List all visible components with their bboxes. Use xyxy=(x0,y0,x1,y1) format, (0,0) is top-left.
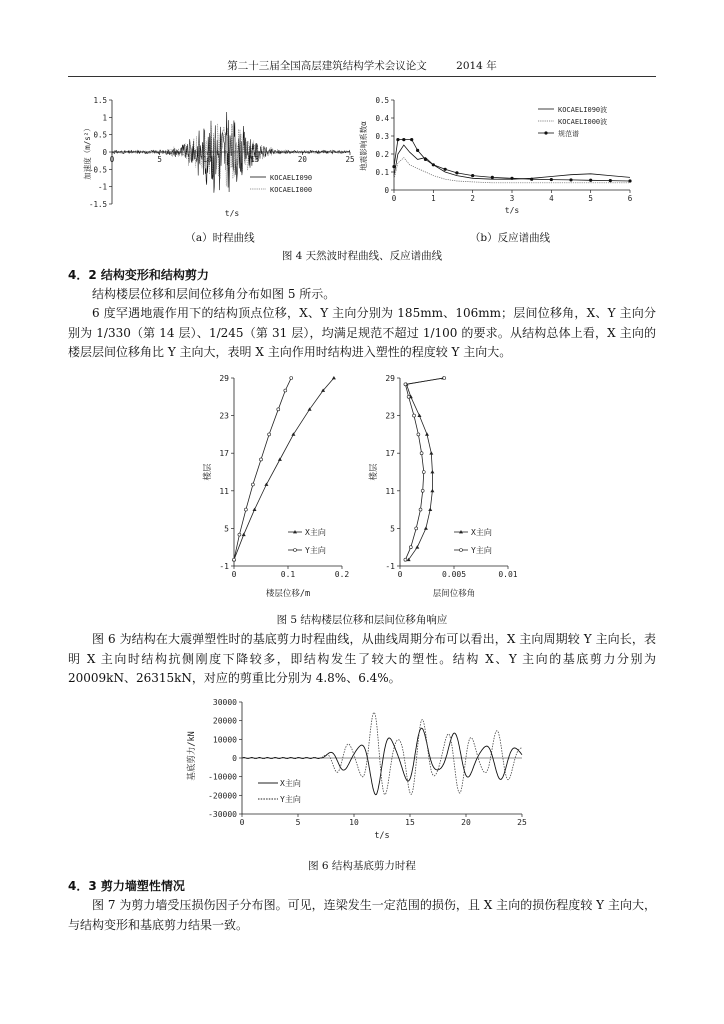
fig4b-chart xyxy=(352,94,647,222)
fig4b-subcaption: （b）反应谱曲线 xyxy=(469,232,551,244)
legend-marker xyxy=(294,549,297,552)
y-axis-label: 加速度（m/s²） xyxy=(83,124,92,180)
x-tick-label: 0 xyxy=(239,818,245,827)
y-tick-label: -0.5 xyxy=(88,165,107,175)
series-marker xyxy=(268,433,271,436)
y-tick-label: 0.2 xyxy=(375,150,389,159)
y-tick-label: -1.5 xyxy=(88,200,107,209)
series-line xyxy=(234,378,291,560)
series-marker xyxy=(550,178,553,181)
series-marker xyxy=(409,546,412,549)
fig4-caption: 图 4 天然波时程曲线、反应谱曲线 xyxy=(281,250,443,262)
x-tick-label: 5 xyxy=(295,818,301,827)
x-tick-label: 1 xyxy=(431,194,436,203)
y-axis-label: 楼层 xyxy=(369,463,379,481)
series-marker xyxy=(238,533,241,536)
legend-label: X主向 xyxy=(305,528,326,537)
y-tick-label: 0 xyxy=(232,754,237,763)
series-line xyxy=(405,378,444,560)
series-marker xyxy=(419,508,422,511)
y-tick-label: 0 xyxy=(384,186,389,195)
series-marker xyxy=(424,526,428,529)
section-4-3-heading: 4．3 剪力墙塑性情况 xyxy=(68,879,185,893)
x-tick-label: 15 xyxy=(405,818,415,827)
series-line xyxy=(394,140,630,181)
x-tick-label: 0.005 xyxy=(441,570,467,579)
x-axis-label: t/s xyxy=(374,831,390,841)
legend-label: 规范谱 xyxy=(558,130,579,138)
legend-marker xyxy=(460,549,463,552)
page-header xyxy=(68,56,656,77)
series-marker xyxy=(432,163,435,166)
series-marker xyxy=(402,138,405,141)
x-tick-label: 25 xyxy=(345,155,355,164)
x-axis-label: 层间位移角 xyxy=(432,589,476,599)
y-axis-label: 楼层 xyxy=(203,463,213,481)
x-tick-label: 0.01 xyxy=(498,570,518,579)
series-marker xyxy=(430,470,434,473)
series-marker xyxy=(242,533,246,536)
series-marker xyxy=(491,176,494,179)
legend-label: X主向 xyxy=(471,528,492,537)
x-tick-label: 20 xyxy=(297,155,307,164)
section-4-2-para2: 6 度罕遇地震作用下的结构顶点位移，X、Y 主向分别为 185mm、106mm；层间位移角，X、Y 主向分别为 1/330（第 14 层）、1/245（第 31 层），均满足规范不超过 1/100 的要求。从结构总体上看，X 主向的楼层层间位移角比 Y 主向大，表明 X 主向作用时结构进入塑性的程度较 Y 主向大。 xyxy=(68,306,656,359)
series-marker xyxy=(530,178,533,181)
series-marker xyxy=(233,558,236,561)
legend-marker xyxy=(544,131,547,134)
x-tick-label: 6 xyxy=(627,194,633,203)
series-line xyxy=(407,378,444,560)
series-marker xyxy=(260,458,263,461)
x-axis-label: 楼层位移/m xyxy=(265,589,311,599)
legend-label: KOCAELI090波 xyxy=(558,106,608,114)
series-marker xyxy=(628,179,631,182)
x-axis-label: t/s xyxy=(224,209,240,218)
y-tick-label: 0.1 xyxy=(375,168,389,177)
fig5-caption: 图 5 结构楼层位移和层间位移角响应 xyxy=(276,614,448,626)
x-tick-label: 0 xyxy=(109,155,115,164)
section-4-2-heading: 4．2 结构变形和结构剪力 xyxy=(68,268,209,282)
series-marker xyxy=(410,138,413,141)
legend-label: KOCAELI000 xyxy=(270,186,313,194)
series-marker xyxy=(404,383,407,386)
y-tick-label: -1 xyxy=(97,182,107,192)
series-marker xyxy=(417,433,420,436)
section-4-3-para: 图 7 为剪力墙受压损伤因子分布图。可见，连梁发生一定范围的损伤，且 X 主向的损伤程度较 Y 主向大，与结构变形和基底剪力结果一致。 xyxy=(68,898,656,932)
y-tick-label: 11 xyxy=(385,486,395,496)
x-tick-label: 0 xyxy=(397,570,403,579)
legend-label: KOCAELI090 xyxy=(270,174,313,182)
series-marker xyxy=(277,408,280,411)
y-tick-label: 0.3 xyxy=(375,132,389,141)
x-tick-label: 4 xyxy=(549,194,554,203)
x-tick-label: 0.2 xyxy=(334,570,350,579)
y-tick-label: 0.4 xyxy=(375,114,389,123)
y-tick-label: 1.5 xyxy=(93,96,107,105)
y-tick-label: 23 xyxy=(219,411,229,421)
x-tick-label: 0 xyxy=(391,194,397,203)
x-tick-label: 5 xyxy=(157,155,162,164)
series-marker xyxy=(471,174,474,177)
x-tick-label: 10 xyxy=(202,155,212,164)
series-marker xyxy=(284,389,287,392)
series-marker xyxy=(290,377,293,380)
y-tick-label: 20000 xyxy=(212,716,237,726)
series-marker xyxy=(407,395,410,398)
y-tick-label: 5 xyxy=(224,524,229,534)
series-marker xyxy=(455,171,458,174)
y-tick-label: 0 xyxy=(102,148,107,157)
y-tick-label: 29 xyxy=(385,374,395,383)
fig4a-subcaption: （a）时程曲线 xyxy=(185,232,255,244)
x-axis-label: t/s xyxy=(504,206,520,215)
y-tick-label: -20000 xyxy=(208,791,237,801)
series-marker xyxy=(589,179,592,182)
series-marker xyxy=(428,508,432,511)
x-tick-label: 0.1 xyxy=(280,570,296,579)
para3: 图 6 为结构在大震弹塑性时的基底剪力时程曲线，从曲线周期分布可以看出，X 主向周期较 Y 主向长，表明 X 主向时结构抗侧刚度下降较多，即结构发生了较大的塑性。结构 X、Y 主向的基底剪力分别为 20009kN、26315kN，对应的剪重比分别为 4.8%、6.4%。 xyxy=(68,632,656,685)
y-tick-label: 0.5 xyxy=(93,130,107,140)
y-axis-label: 基底剪力/kN xyxy=(187,731,197,781)
series-marker xyxy=(278,457,282,460)
y-tick-label: 1 xyxy=(102,113,107,123)
y-axis-label: 地震影响系数α xyxy=(359,121,368,171)
x-tick-label: 25 xyxy=(517,818,527,827)
header-title: 第二十三届全国高层建筑结构学术会议论文 xyxy=(227,60,427,72)
y-tick-label: 30000 xyxy=(212,698,237,707)
y-tick-label: -30000 xyxy=(208,810,237,819)
fig6-chart xyxy=(180,694,540,844)
series-marker xyxy=(264,483,268,486)
legend-label: X主向 xyxy=(280,779,301,788)
x-tick-label: 20 xyxy=(461,818,471,827)
y-tick-label: 11 xyxy=(219,486,229,496)
x-tick-label: 0 xyxy=(231,570,237,579)
fig4a-chart xyxy=(80,94,370,229)
series-marker xyxy=(415,527,418,530)
series-marker xyxy=(332,376,336,379)
series-marker xyxy=(443,377,446,380)
series-marker xyxy=(421,489,424,492)
y-tick-label: 17 xyxy=(219,449,229,459)
x-tick-label: 2 xyxy=(470,194,475,203)
y-tick-label: 5 xyxy=(390,524,395,534)
x-tick-label: 3 xyxy=(509,194,515,203)
series-marker xyxy=(413,414,416,417)
series-marker xyxy=(251,483,254,486)
series-marker xyxy=(404,558,407,561)
y-tick-label: 29 xyxy=(219,374,229,383)
y-tick-label: -10000 xyxy=(208,772,237,782)
legend-label: Y主向 xyxy=(280,795,301,804)
series-marker xyxy=(392,165,395,168)
fig5a-chart xyxy=(200,368,370,604)
series-marker xyxy=(420,452,423,455)
x-tick-label: 15 xyxy=(250,155,260,164)
series-marker xyxy=(444,168,447,171)
series-marker xyxy=(510,177,513,180)
series-marker xyxy=(609,179,612,182)
y-tick-label: 17 xyxy=(385,449,395,459)
series-marker xyxy=(396,138,399,141)
series-marker xyxy=(424,158,427,161)
y-tick-label: 23 xyxy=(385,411,395,421)
series-marker xyxy=(253,508,257,511)
y-tick-label: -1 xyxy=(219,562,229,571)
series-marker xyxy=(416,149,419,152)
y-tick-label: 10000 xyxy=(212,735,237,745)
legend-label: Y主向 xyxy=(305,546,326,555)
fig6-caption: 图 6 结构基底剪力时程 xyxy=(308,860,416,872)
y-tick-label: -1 xyxy=(385,562,395,571)
series-marker xyxy=(425,432,429,435)
series-marker xyxy=(569,178,572,181)
header-year: 2014 年 xyxy=(456,60,497,72)
series-marker xyxy=(422,471,425,474)
legend-label: KOCAELI000波 xyxy=(558,118,608,126)
series-marker xyxy=(415,545,419,548)
y-tick-label: 0.5 xyxy=(375,96,389,105)
legend-label: Y主向 xyxy=(471,546,492,555)
section-4-2-para1: 结构楼层位移和层间位移角分布如图 5 所示。 xyxy=(92,287,336,301)
series-marker xyxy=(429,451,433,454)
series-line xyxy=(109,121,350,186)
fig5b-chart xyxy=(366,368,536,604)
series-marker xyxy=(430,489,434,492)
series-marker xyxy=(244,508,247,511)
x-tick-label: 10 xyxy=(349,818,359,827)
x-tick-label: 5 xyxy=(588,194,593,203)
series-marker xyxy=(417,414,421,417)
